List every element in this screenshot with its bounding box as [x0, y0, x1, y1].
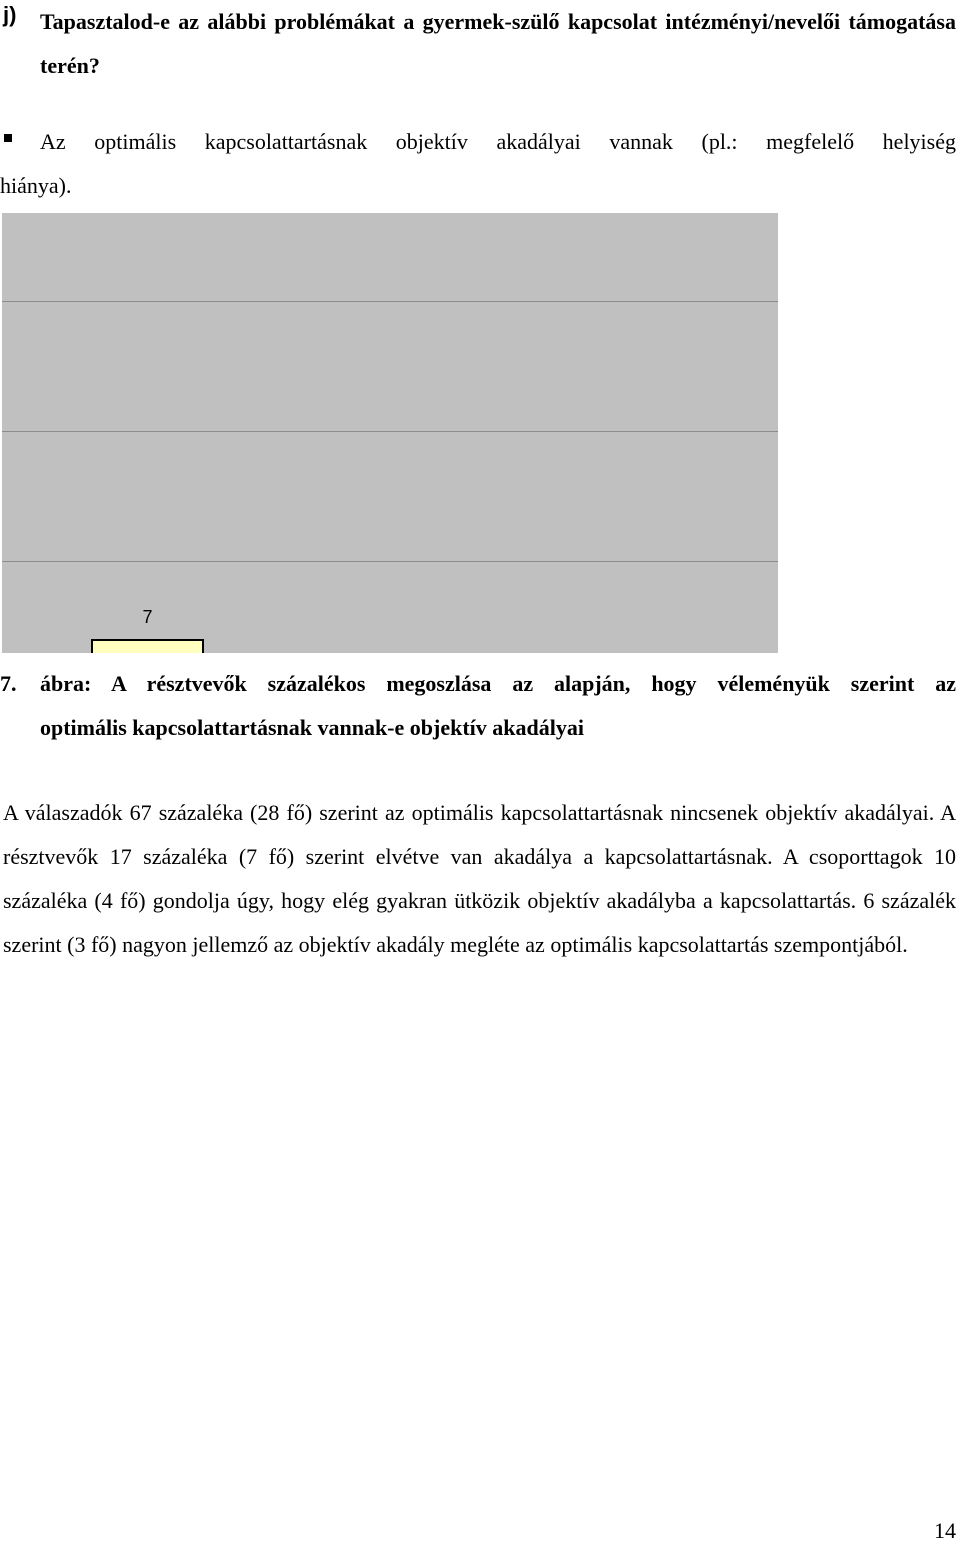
caption-number: 7. — [0, 671, 17, 696]
page-number: 14 — [934, 1518, 956, 1543]
chart-bar — [91, 639, 204, 653]
list-item-line-2: hiánya). — [0, 173, 72, 198]
caption-line-1 — [0, 662, 956, 706]
caption-text-1: ábra: A résztvevők százalékos megoszlása az alapján, hogy véleményük szerint az — [40, 671, 956, 696]
bar-chart — [2, 213, 778, 653]
list-item-line-1: Az optimális kapcsolattartásnak objektív akadályai vannak (pl.: megfelelő helyiség — [40, 129, 956, 154]
chart-data-label: 7 — [142, 607, 153, 627]
list-item — [0, 120, 956, 208]
gridline — [2, 431, 778, 432]
question-text: Tapasztalod-e az alábbi problémákat a gyermek-szülő kapcsolat intézményi/nevelői támogatása terén? — [40, 9, 956, 78]
figure-caption — [0, 662, 956, 750]
caption-line-2: optimális kapcsolattartásnak vannak-e objektív akadályai — [40, 715, 584, 740]
body-paragraph: A válaszadók 67 százaléka (28 fő) szerint az optimális kapcsolattartásnak nincsenek objektív akadályai. A résztvevők 17 százaléka (7 fő) szerint elvétve van akadálya a kapcsolattartásnak. A csoporttagok 10 százaléka (4 fő) gondolja úgy, hogy elég gyakran ütközik objektív akadályba a kapcsolattartás. 6 százalék szerint (3 fő) nagyon jellemző az objektív akadály megléte az optimális kapcsolattartás szempontjából. — [3, 800, 956, 957]
gridline — [2, 561, 778, 562]
question-letter: j) — [3, 2, 17, 27]
gridline — [2, 301, 778, 302]
